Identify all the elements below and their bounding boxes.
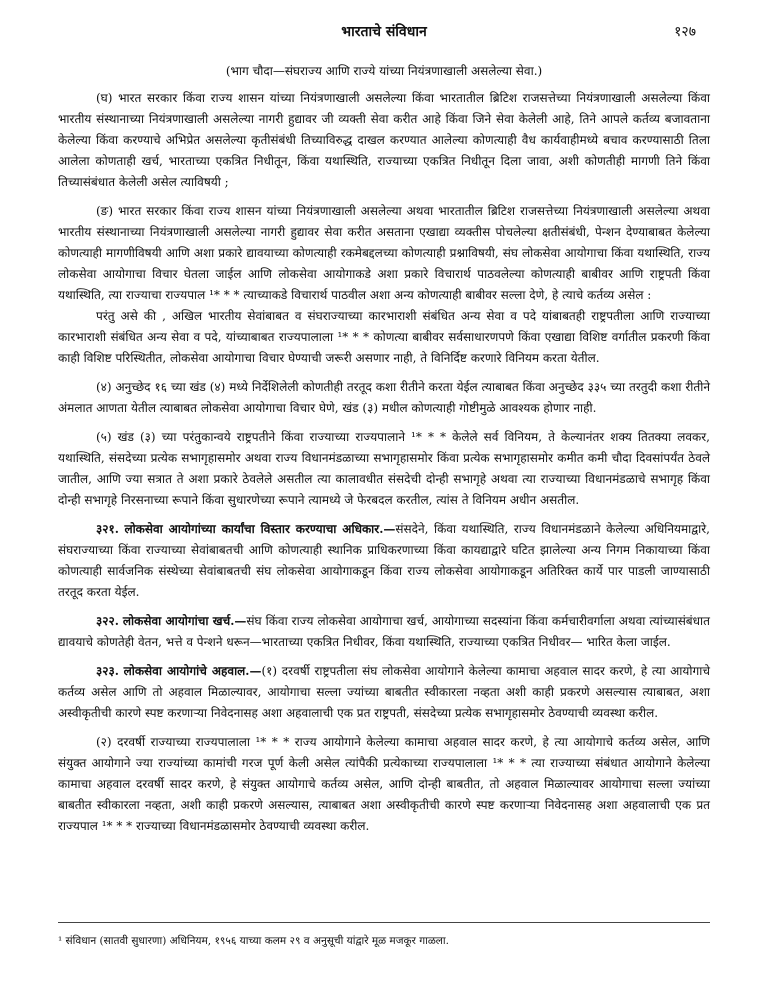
clause-4: (४) अनुच्छेद १६ च्या खंड (४) मध्ये निर्देशिलेली कोणतीही तरतूद कशा रीतीने करता येईल त्याबाबत किंवा अनुच्छेद ३३५ च्या तरतुदी कशा रीतीने अंमलात आणता येतील त्याबाबत लोकसेवा आयोगाचा विचार घेणे, खंड (३) मधील कोणत्याही गोष्टीमुळे आवश्यक होणार नाही. bbox=[58, 380, 710, 415]
footnote-divider bbox=[58, 922, 710, 923]
section-number: ३२३. bbox=[96, 664, 119, 678]
footnote: ¹ संविधान (सातवी सुधारणा) अधिनियम, १९५६ याच्या कलम २९ व अनुसूची यांद्वारे मूळ मजकूर गाळला. bbox=[58, 935, 449, 947]
section-text: संसदेने, किंवा यथास्थिति, राज्य विधानमंडळाने केलेल्या अधिनियमाद्वारे, संघराज्याच्या किंवा राज्याच्या सेवांबाबतची आणि कोणत्याही स्थानिक प्राधिकरणाच्या किंवा कायद्याद्वारे घटित झालेल्या अन्य निगम निकायाच्या किंवा कोणत्याही सार्वजनिक संस्थेच्या सेवांबाबतची संघ लोकसेवा आयोगाकडून किंवा राज्य लोकसेवा आयोगाकडून अतिरिक्त कार्ये पार पाडली जाण्यासाठी तरतूद करता येईल. bbox=[58, 522, 710, 599]
section-323-clause-2: (२) दरवर्षी राज्याच्या राज्यपालाला ¹* * * राज्य आयोगाने केलेल्या कामाचा अहवाल सादर करणे, हे त्या आयोगाचे कर्तव्य असेल, आणि संयुक्त आयोगाने ज्या राज्यांच्या कामांची गरज पूर्ण केली असेल त्यांपैकी प्रत्येकाच्या राज्यपालाला ¹* * * त्या राज्याच्या संबंधात आयोगाने केलेल्या कामाचा अहवाल दरवर्षी सादर करणे, हे संयुक्त आयोगाचे कर्तव्य असेल, आणि दोन्ही बाबतीत, तो अहवाल मिळाल्यावर आयोगाचा सल्ला ज्यांच्या बाबतीत स्वीकारला नव्हता, अशी काही प्रकरणे असल्यास, त्याबाबत अशा अस्वीकृतीची कारणे स्पष्ट करणाऱ्या निवेदनासह अशा अहवालाची एक प्रत राज्यपाल ¹* * * राज्याच्या विधानमंडळासमोर ठेवण्याची व्यवस्था करील. bbox=[58, 735, 710, 833]
document-body bbox=[58, 88, 710, 845]
clause-5: (५) खंड (३) च्या परंतुकान्वये राष्ट्रपतीने किंवा राज्याच्या राज्यपालाने ¹* * * केलेले सर्व विनियम, ते केल्यानंतर शक्य तितक्या लवकर, यथास्थिति, संसदेच्या प्रत्येक सभागृहासमोर अथवा राज्य विधानमंडळाच्या सभागृहासमोर किंवा प्रत्येक सभागृहासमोर कमीत कमी चौदा दिवसांपर्यंत ठेवले जातील, आणि ज्या सत्रात ते अशा प्रकारे ठेवलेले असतील त्या कालावधीत संसदेची दोन्ही सभागृहे अथवा त्या राज्याच्या विधानमंडळाचे सभागृह किंवा दोन्ही सभागृहे निरसनाच्या रूपाने किंवा सुधारणेच्या रूपाने त्यामध्ये जे फेरबदल करतील, त्यांस ते विनियम अधीन असतील. bbox=[58, 430, 710, 507]
clause-3-gha: (घ) भारत सरकार किंवा राज्य शासन यांच्या नियंत्रणाखाली असलेल्या किंवा भारतातील ब्रिटिश राजसत्तेच्या नियंत्रणाखाली असलेल्या किंवा भारतीय संस्थानाच्या नियंत्रणाखाली असलेल्या नागरी हुद्यावर जी व्यक्ती सेवा करीत आहे किंवा जिने सेवा केलेली आहे, तिने आपले कर्तव्य बजावताना केलेल्या किंवा करण्याचे अभिप्रेत असलेल्या कृतीसंबंधी तिच्याविरुद्ध दाखल करण्यात आलेल्या कोणत्याही वैध कार्यवाहीमध्ये बचाव करण्यासाठी तिला आलेला कोणताही खर्च, भारताच्या एकत्रित निधीतून, किंवा यथास्थिति, राज्याच्या एकत्रित निधीतून दिला जावा, अशी कोणतीही मागणी तिने किंवा तिच्यासंबंधात केलेली असेल त्याविषयी ; bbox=[58, 91, 710, 189]
page-number: १२७ bbox=[674, 24, 696, 40]
section-text: संघ किंवा राज्य लोकसेवा आयोगाचा खर्च, आयोगाच्या सदस्यांना किंवा कर्मचारीवर्गाला अथवा त्यांच्यासंबंधात द्यावयाचे कोणतेही वेतन, भत्ते व पेन्शने धरून—भारताच्या एकत्रित निधीवर, किंवा यथास्थिति, राज्याच्या एकत्रित निधीवर— भारित केला जाईल. bbox=[58, 614, 710, 649]
section-title: लोकसेवा आयोगांच्या कार्यांचा विस्तार करण्याचा अधिकार.— bbox=[124, 522, 396, 536]
section-321 bbox=[58, 519, 710, 603]
section-number: ३२१. bbox=[96, 522, 119, 536]
section-title: लोकसेवा आयोगांचे अहवाल.— bbox=[123, 664, 262, 678]
section-322 bbox=[58, 611, 710, 653]
section-323 bbox=[58, 661, 710, 724]
clause-3-proviso: परंतु असे की , अखिल भारतीय सेवांबाबत व संघराज्याच्या कारभाराशी संबंधित अन्य सेवा व पदे यांबाबतही राष्ट्रपतीला आणि राज्याच्या कारभाराशी संबंधित अन्य सेवा व पदे, यांच्याबाबत राज्यपालाला ¹* * * कोणत्या बाबीवर सर्वसाधारणपणे किंवा एखाद्या विशिष्ट वर्गातील प्रकरणी किंवा काही विशिष्ट परिस्थितीत, लोकसेवा आयोगाचा विचार घेण्याची जरूरी असणार नाही, ते विनिर्दिष्ट करणारे विनियम करता येतील. bbox=[58, 309, 710, 365]
page-subheader: (भाग चौदा—संघराज्य आणि राज्ये यांच्या नियंत्रणाखाली असलेल्या सेवा.) bbox=[225, 64, 543, 78]
page-header-title: भारताचे संविधान bbox=[341, 24, 427, 40]
section-number: ३२२. bbox=[96, 614, 119, 628]
section-title: लोकसेवा आयोगांचा खर्च.— bbox=[122, 614, 247, 628]
clause-3-nga: (ङ) भारत सरकार किंवा राज्य शासन यांच्या नियंत्रणाखाली असलेल्या अथवा भारतातील ब्रिटिश राजसत्तेच्या नियंत्रणाखाली असलेल्या अथवा भारतीय संस्थानाच्या नियंत्रणाखाली असलेल्या नागरी हुद्यावर सेवा करीत असताना एखाद्या व्यक्तीस पोचलेल्या क्षतीसंबंधी, पेन्शन देण्याबाबत केलेल्या कोणत्याही मागणीविषयी आणि अशा प्रकारे द्यावयाच्या कोणत्याही रकमेबद्दलच्या कोणत्याही प्रश्नाविषयी, संघ लोकसेवा आयोगाचा किंवा यथास्थिति, राज्य लोकसेवा आयोगाचा विचार घेतला जाईल आणि लोकसेवा आयोगाकडे अशा प्रकारे विचारार्थ पाठवलेल्या कोणत्याही बाबीवर आणि राष्ट्रपती किंवा यथास्थिति, त्या राज्याचा राज्यपाल ¹* * * त्याच्याकडे विचारार्थ पाठवील अशा अन्य कोणत्याही बाबीवर सल्ला देणे, हे त्याचे कर्तव्य असेल : bbox=[58, 204, 710, 302]
section-text: (१) दरवर्षी राष्ट्रपतीला संघ लोकसेवा आयोगाने केलेल्या कामाचा अहवाल सादर करणे, हे त्या आयोगाचे कर्तव्य असेल आणि तो अहवाल मिळाल्यावर, आयोगाचा सल्ला ज्यांच्या बाबतीत स्वीकारला नव्हता अशी काही प्रकरणे असल्यास त्याबाबत, अशा अस्वीकृतीची कारणे स्पष्ट करणाऱ्या निवेदनासह अशा अहवालाची एक प्रत राष्ट्रपती, संसदेच्या प्रत्येक सभागृहासमोर ठेवण्याची व्यवस्था करील. bbox=[58, 664, 710, 720]
